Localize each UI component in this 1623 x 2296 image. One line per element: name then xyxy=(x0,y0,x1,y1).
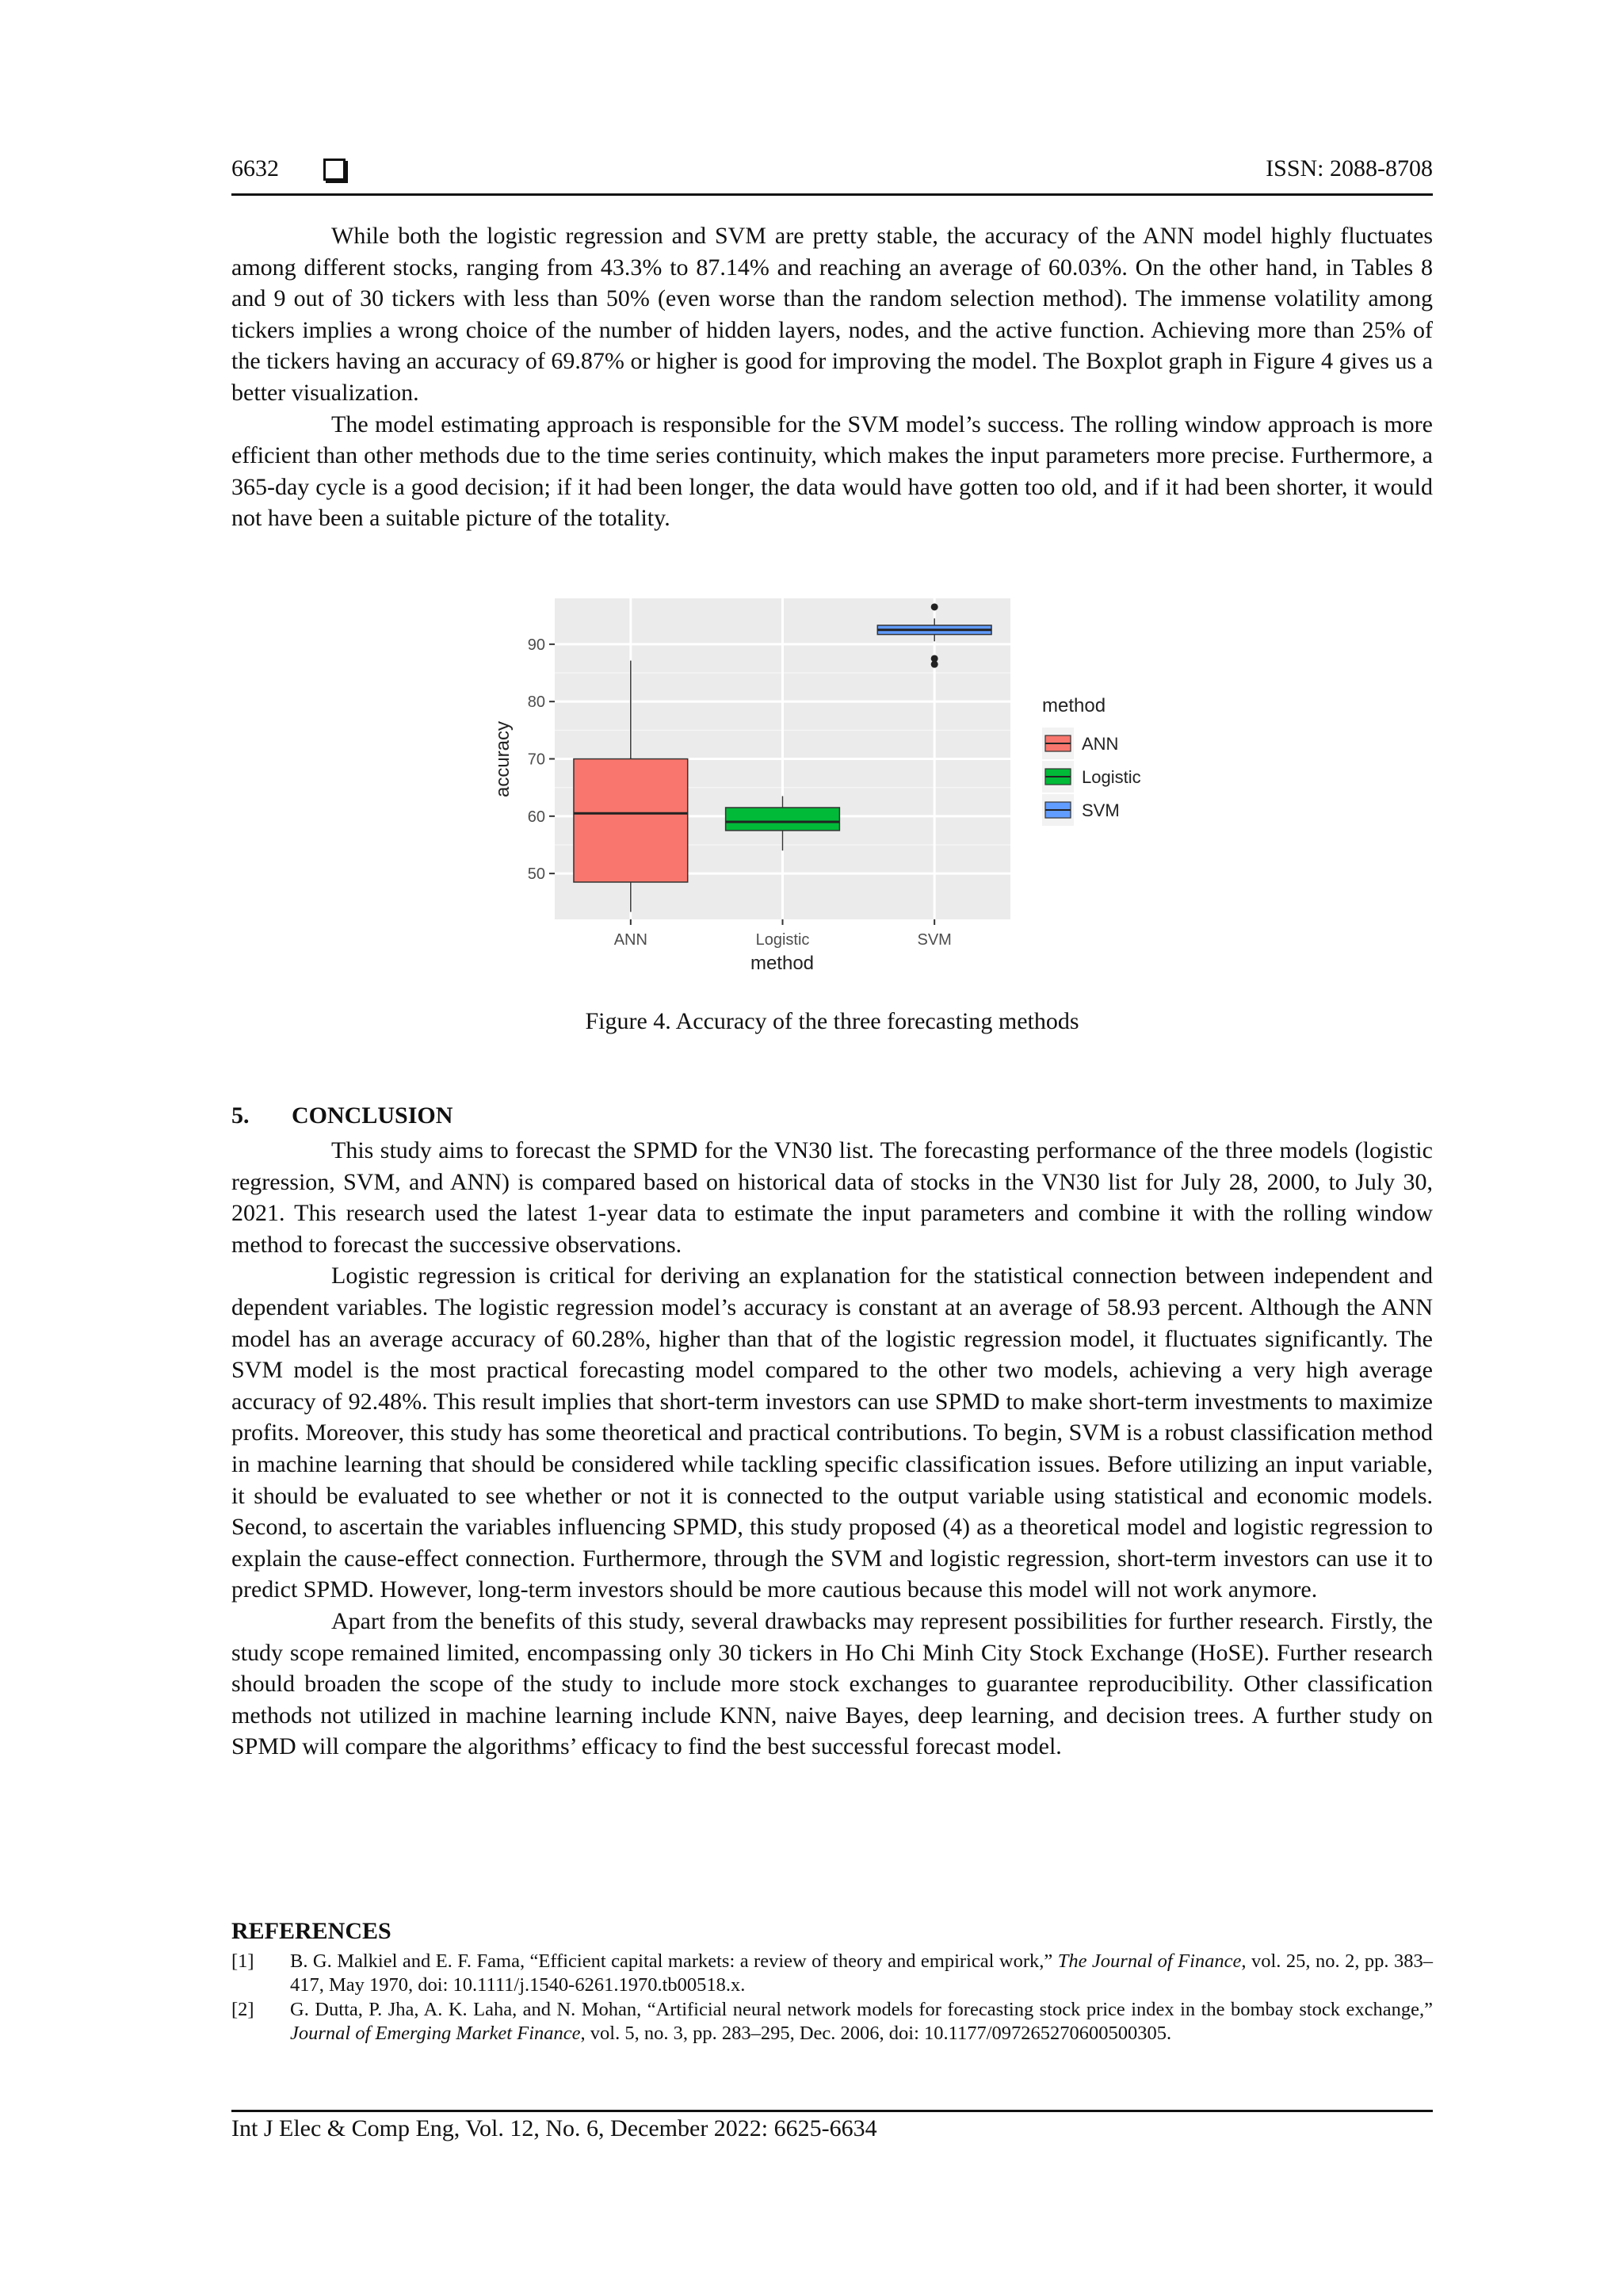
y-tick-label: 90 xyxy=(527,636,545,654)
box-ann xyxy=(574,759,688,882)
page-header xyxy=(231,155,1433,196)
x-tick-label: ANN xyxy=(613,931,647,949)
issn-label: ISSN: 2088-8708 xyxy=(1266,155,1433,181)
reference-number: [1] xyxy=(231,1950,254,1972)
references-heading: REFERENCES xyxy=(231,1918,391,1944)
legend-label-ann: ANN xyxy=(1082,734,1119,754)
y-tick-label: 60 xyxy=(527,808,545,826)
y-tick-label: 50 xyxy=(527,865,545,884)
x-tick-label: SVM xyxy=(917,931,952,949)
paragraph: Logistic regression is critical for deriving an explanation for the statistical connection between independent and dependent variables. The logistic regression model’s accuracy is constant at an average of 58.93 percent. Although the ANN model has an average accuracy of 60.28%, higher than that of the logistic regression model, it fluctuates significantly. The SVM model is the most practical forecasting model compared to the other two models, achieving a very high average accuracy of 92.48%. This result implies that short-term investors can use SPMD to make short-term investments to maximize profits. Moreover, this study has some theoretical and practical contributions. To begin, SVM is a robust classification method in machine learning that should be considered while tackling specific classification issues. Before utilizing an input variable, it should be evaluated to see whether or not it is connected to the output variable using statistical and economic models. Second, to ascertain the variables influencing SPMD, this study proposed (4) as a theoretical model and logistic regression to explain the cause-effect connection. Furthermore, through the SVM and logistic regression, short-term investors can use it to predict SPMD. However, long-term investors should be more cautious because this model will not work anymore. xyxy=(231,1263,1433,1603)
legend-label-logistic: Logistic xyxy=(1082,767,1141,787)
section-number: 5. xyxy=(231,1102,250,1129)
section-title: CONCLUSION xyxy=(292,1102,453,1129)
paragraph: The model estimating approach is responsible for the SVM model’s success. The rolling window approach is more efficient than other methods due to the time series continuity, which makes the input parameters more precise. Furthermore, a 365-day cycle is a good decision; if it had been longer, the data would have gotten too old, and if it had been shorter, it would not have been a suitable picture of the totality. xyxy=(231,411,1433,532)
figure-caption: Figure 4. Accuracy of the three forecasting methods xyxy=(585,1008,1079,1034)
page-footer: Int J Elec & Comp Eng, Vol. 12, No. 6, December 2022: 6625-6634 xyxy=(231,2110,1433,2142)
y-tick-label: 80 xyxy=(527,693,545,712)
y-tick-label: 70 xyxy=(527,751,545,769)
reference-journal: Journal of Emerging Market Finance xyxy=(290,2023,581,2044)
references-list xyxy=(231,1950,1433,2046)
legend-label-svm: SVM xyxy=(1082,800,1120,820)
intro-text xyxy=(231,220,1433,534)
reference-text: B. G. Malkiel and E. F. Fama, “Efficient capital markets: a review of theory and empirical work,” xyxy=(290,1950,1058,1972)
reference-text: , vol. 25, no. 2, pp. 383–417, May 1970, doi: 10.1111/j.1540-6261.1970.tb00518.x. xyxy=(290,1950,1433,1996)
outlier-svm xyxy=(931,661,938,668)
boxplot-chart xyxy=(491,593,1173,981)
section-heading xyxy=(231,1102,453,1129)
reference-text: , vol. 5, no. 3, pp. 283–295, Dec. 2006, doi: 10.1177/097265270600500305. xyxy=(580,2023,1172,2044)
conclusion-text xyxy=(231,1135,1433,1763)
x-axis-label: method xyxy=(750,953,815,974)
box-logistic xyxy=(726,808,840,831)
reference-text: G. Dutta, P. Jha, A. K. Laha, and N. Mohan, “Artificial neural network models for forecasting stock price index in the bombay stock exchange,” xyxy=(290,1999,1433,2020)
reference-item xyxy=(231,1950,1433,1997)
reference-journal: The Journal of Finance xyxy=(1057,1950,1242,1972)
outlier-svm xyxy=(931,603,938,610)
figure-4 xyxy=(491,593,1173,981)
y-axis-label: accuracy xyxy=(492,720,514,798)
square-icon xyxy=(323,159,346,181)
paragraph: While both the logistic regression and SVM are pretty stable, the accuracy of the ANN model highly fluctuates among different stocks, ranging from 43.3% to 87.14% and reaching an average of 60.03%. On the other hand, in Tables 8 and 9 out of 30 tickers with less than 50% (even worse than the random selection method). The immense volatility among tickers implies a wrong choice of the number of hidden layers, nodes, and the active function. Achieving more than 25% of the tickers having an accuracy of 69.87% or higher is good for improving the model. The Boxplot graph in Figure 4 gives us a better visualization. xyxy=(231,223,1433,406)
x-tick-label: Logistic xyxy=(755,931,810,949)
page-number: 6632 xyxy=(231,155,279,181)
paragraph: This study aims to forecast the SPMD for the VN30 list. The forecasting performance of the three models (logistic regression, SVM, and ANN) is compared based on historical data of stocks in the VN30 list for July 28, 2000, to July 30, 2021. This research used the latest 1-year data to estimate the input parameters and combine it with the rolling window method to forecast the successive observations. xyxy=(231,1137,1433,1258)
paragraph: Apart from the benefits of this study, several drawbacks may represent possibilities for further research. Firstly, the study scope remained limited, encompassing only 30 tickers in Ho Chi Minh City Stock Exchange (HoSE). Further research should broaden the scope of the study to include more stock exchanges to guarantee reproducibility. Other classification methods not utilized in machine learning include KNN, naive Bayes, deep learning, and decision trees. A further study on SPMD will compare the algorithms’ efficacy to find the best successful forecast model. xyxy=(231,1607,1433,1760)
legend-title: method xyxy=(1042,695,1106,716)
reference-item xyxy=(231,1998,1433,2046)
reference-number: [2] xyxy=(231,1999,254,2020)
